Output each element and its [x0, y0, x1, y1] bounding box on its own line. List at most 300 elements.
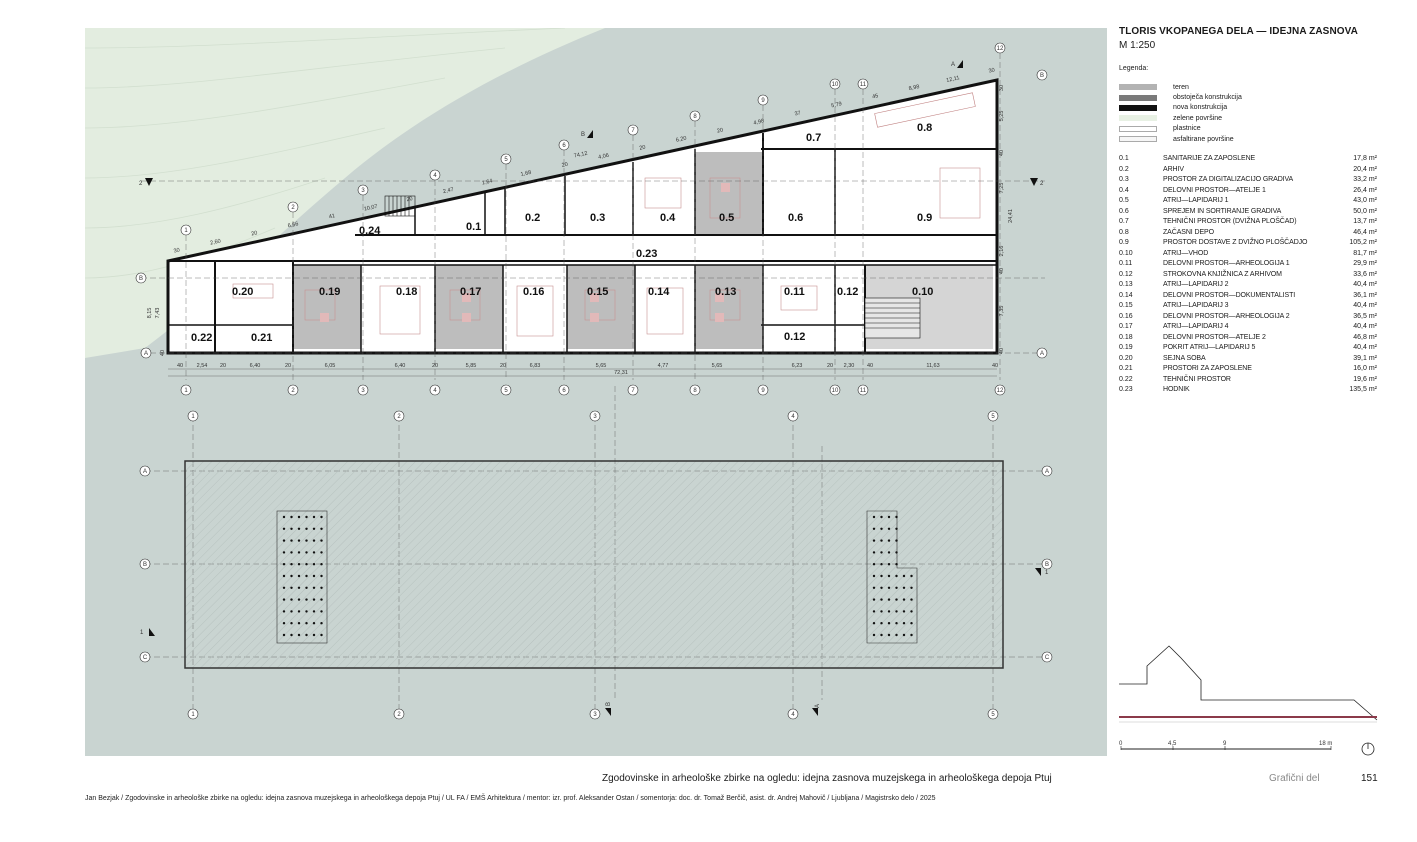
room-area: 40,4 m²: [1353, 323, 1377, 331]
dimension-label: 30: [173, 247, 181, 255]
axis-bubble-top: [758, 95, 768, 105]
pile-mark: [298, 634, 300, 636]
sheet-sidebar: [1119, 26, 1377, 396]
pile-mark: [283, 575, 285, 577]
room-number: 0.10: [1119, 249, 1133, 257]
section-mark-a-top: [951, 60, 963, 68]
svg-text:8: 8: [693, 388, 697, 394]
pile-mark: [283, 516, 285, 518]
dimension-label: 7,25: [999, 182, 1005, 194]
pile-mark: [880, 610, 882, 612]
pile-mark: [305, 516, 307, 518]
pile-mark: [313, 539, 315, 541]
room-label-0-12a: 0.12: [837, 286, 859, 298]
room-number: 0.19: [1119, 344, 1133, 352]
dimension-label: 8,15: [147, 307, 153, 319]
pile-mark: [880, 528, 882, 530]
svg-text:3: 3: [593, 712, 597, 718]
pile-mark: [283, 587, 285, 589]
svg-text:9: 9: [761, 98, 765, 104]
axis-bubble-top: [995, 43, 1005, 53]
legend-label: plastnice: [1173, 125, 1201, 133]
svg-text:B: B: [1039, 73, 1045, 79]
dimension-label: 2,54: [196, 363, 208, 369]
room-name: TEHNIČNI PROSTOR: [1163, 375, 1231, 383]
svg-text:A: A: [951, 62, 956, 68]
room-row: [1119, 154, 1377, 165]
pile-mark: [895, 622, 897, 624]
dimension-label: 6,23: [791, 363, 803, 369]
pile-mark: [290, 528, 292, 530]
scale-9: 9: [1223, 741, 1227, 747]
room-row: [1119, 196, 1377, 207]
svg-text:2: 2: [397, 712, 401, 718]
axis-bubble-lower-bottom: [188, 709, 198, 719]
room-row: [1119, 270, 1377, 281]
svg-text:8: 8: [693, 114, 697, 120]
room-label-0-4: 0.4: [660, 212, 676, 224]
axis-bubble-lower-bottom: [394, 709, 404, 719]
room-name: SPREJEM IN SORTIRANJE GRADIVA: [1163, 207, 1282, 215]
svg-text:2: 2: [397, 414, 401, 420]
axis-bubble-top: [858, 79, 868, 89]
room-name: DELOVNI PROSTOR—ATELJE 1: [1163, 186, 1266, 194]
room-name: SEJNA SOBA: [1163, 354, 1206, 362]
legend-swatch: [1119, 136, 1157, 142]
pile-mark: [298, 528, 300, 530]
room-number: 0.12: [1119, 270, 1133, 278]
pile-mark: [895, 598, 897, 600]
room-area: 105,2 m²: [1349, 239, 1377, 247]
pile-mark: [873, 516, 875, 518]
room-name: ATRIJ—VHOD: [1163, 249, 1209, 257]
room-area: 81,7 m²: [1353, 249, 1377, 257]
room-number: 0.23: [1119, 386, 1133, 394]
room-row: [1119, 165, 1377, 176]
pile-mark: [888, 587, 890, 589]
room-name: SANITARIJE ZA ZAPOSLENE: [1163, 155, 1256, 163]
svg-text:5: 5: [991, 712, 995, 718]
pile-mark: [888, 610, 890, 612]
pile-mark: [873, 610, 875, 612]
room-area: 20,4 m²: [1353, 165, 1377, 173]
dimension-label: 5,65: [711, 363, 723, 369]
room-area: 33,6 m²: [1353, 270, 1377, 278]
room-label-0-7: 0.7: [806, 132, 822, 144]
svg-text:2: 2: [139, 181, 143, 187]
svg-text:1: 1: [191, 414, 195, 420]
room-name: ARHIV: [1163, 165, 1184, 173]
svg-text:12: 12: [996, 46, 1004, 52]
room-name: STROKOVNA KNJIŽNICA Z ARHIVOM: [1163, 270, 1282, 278]
room-label-0-6: 0.6: [788, 212, 804, 224]
room-name: HODNIK: [1163, 386, 1190, 394]
legend-label: obstoječa konstrukcija: [1173, 94, 1242, 102]
svg-text:3: 3: [593, 414, 597, 420]
pile-mark: [313, 551, 315, 553]
pile-mark: [895, 551, 897, 553]
room-name: POKRIT ATRIJ—LAPIDARIJ 5: [1163, 344, 1256, 352]
dimension-label: 20: [406, 196, 414, 204]
room-area: 36,5 m²: [1353, 312, 1377, 320]
pile-mark: [305, 563, 307, 565]
pile-mark: [313, 598, 315, 600]
bottom-dimension-labels: [177, 363, 998, 369]
pile-mark: [873, 575, 875, 577]
footer-title: Zgodovinske in arheološke zbirke na ogledu: idejna zasnova muzejskega in arheološkega depoja Ptuj: [602, 773, 1052, 784]
pile-mark: [313, 610, 315, 612]
right-total-dimension: 24,41: [1008, 209, 1014, 223]
scale-18: 18 m: [1319, 741, 1333, 747]
pile-mark: [305, 575, 307, 577]
pile-mark: [320, 634, 322, 636]
room-label-0-11: 0.11: [784, 286, 805, 298]
dimension-label: 40: [999, 347, 1005, 355]
pile-mark: [305, 551, 307, 553]
room-area: 36,1 m²: [1353, 291, 1377, 299]
svg-text:7: 7: [631, 128, 635, 134]
pile-mark: [290, 622, 292, 624]
room-area: 26,4 m²: [1353, 186, 1377, 194]
legend-swatch: [1119, 95, 1157, 101]
axis-bubble-bottom: [430, 385, 440, 395]
svg-text:4: 4: [433, 388, 437, 394]
legend-swatch: [1119, 115, 1157, 121]
svg-text:C: C: [142, 655, 148, 661]
room-label-0-16: 0.16: [523, 286, 545, 298]
lower-axis-bubbles-bottom: [188, 709, 998, 719]
svg-text:5: 5: [991, 414, 995, 420]
section-mark-b-bottom: [605, 702, 612, 716]
room-label-0-20: 0.20: [232, 286, 254, 298]
room-area: 33,2 m²: [1353, 176, 1377, 184]
pile-mark: [320, 563, 322, 565]
room-number: 0.9: [1119, 239, 1129, 247]
dimension-label: 6,40: [394, 363, 406, 369]
section-mark-1-right: [1035, 568, 1049, 576]
svg-text:4: 4: [791, 414, 795, 420]
svg-text:6: 6: [562, 388, 566, 394]
upper-axis-bubbles-bottom: [181, 385, 1005, 395]
dimension-label: 11,63: [926, 363, 940, 369]
room-row: [1119, 259, 1377, 270]
room-name: PROSTORI ZA ZAPOSLENE: [1163, 365, 1252, 373]
room-area: 50,0 m²: [1353, 207, 1377, 215]
pile-mark: [888, 551, 890, 553]
pile-mark: [903, 587, 905, 589]
room-area: 29,9 m²: [1353, 260, 1377, 268]
room-row: [1119, 238, 1377, 249]
svg-text:12: 12: [996, 388, 1004, 394]
atrium-0-17-fill: [435, 265, 503, 349]
axis-bubble-top: [501, 154, 511, 164]
svg-text:7: 7: [631, 388, 635, 394]
room-row: [1119, 249, 1377, 260]
pile-mark: [880, 563, 882, 565]
room-row: [1119, 186, 1377, 197]
pile-mark: [873, 587, 875, 589]
dimension-label: 2,60: [209, 238, 222, 247]
pile-mark: [305, 587, 307, 589]
floor-plan-drawing: [85, 28, 1107, 756]
pile-mark: [320, 539, 322, 541]
axis-bubble-bottom: [501, 385, 511, 395]
pile-mark: [873, 634, 875, 636]
legend-label: asfaltirane površine: [1173, 135, 1234, 143]
room-number: 0.13: [1119, 281, 1133, 289]
svg-text:10: 10: [831, 82, 839, 88]
dimension-label: 40: [991, 363, 999, 369]
pile-mark: [880, 598, 882, 600]
room-label-0-9: 0.9: [917, 212, 933, 224]
atrium-0-15-fill: [567, 265, 635, 349]
axis-bubble-lower-top: [394, 411, 404, 421]
dimension-label: 20: [219, 363, 227, 369]
svg-text:A: A: [142, 469, 148, 475]
dimension-label: 20: [716, 127, 724, 135]
svg-text:A: A: [1039, 351, 1045, 357]
room-name: ZAČASNI DEPO: [1163, 228, 1214, 236]
dimension-label: 40: [176, 363, 184, 369]
svg-text:B: B: [1044, 562, 1050, 568]
pile-mark: [320, 551, 322, 553]
axis-bubble-lower-top: [788, 411, 798, 421]
atrium-0-13-fill: [695, 265, 763, 349]
legend-swatch: [1119, 84, 1157, 90]
dimension-label: 30: [999, 84, 1005, 92]
footer-section: Grafični del: [1269, 773, 1320, 784]
pile-mark: [320, 598, 322, 600]
pile-mark: [888, 575, 890, 577]
pile-mark: [895, 528, 897, 530]
axis-bubble-lower-bottom: [590, 709, 600, 719]
axis-bubble-bottom: [995, 385, 1005, 395]
dimension-label: 40: [160, 349, 166, 357]
pile-mark: [298, 539, 300, 541]
svg-text:2: 2: [291, 205, 295, 211]
room-area: 17,8 m²: [1353, 155, 1377, 163]
room-name: ATRIJ—LAPIDARIJ 1: [1163, 197, 1229, 205]
room-area: 40,4 m²: [1353, 344, 1377, 352]
pile-mark: [910, 634, 912, 636]
room-schedule: [1119, 154, 1377, 396]
pile-mark: [313, 587, 315, 589]
pile-mark: [305, 610, 307, 612]
dimension-label: 40: [866, 363, 874, 369]
room-number: 0.14: [1119, 291, 1133, 299]
row-axis-bubble-left: [140, 559, 150, 569]
row-axis-bubble-left: [140, 652, 150, 662]
axis-bubble-lower-bottom: [988, 709, 998, 719]
pile-mark: [895, 516, 897, 518]
row-axis-a-right: [1037, 348, 1047, 358]
axis-bubble-top: [690, 111, 700, 121]
pile-mark: [895, 587, 897, 589]
axis-bubble-top: [559, 140, 569, 150]
pile-mark: [895, 563, 897, 565]
top-total-dimension: 74,12: [573, 150, 589, 160]
room-area: 40,4 m²: [1353, 302, 1377, 310]
room-label-0-22: 0.22: [191, 332, 213, 344]
row-axis-b-left: [136, 273, 146, 283]
pile-mark: [290, 610, 292, 612]
row-axis-bubble-right: [1042, 652, 1052, 662]
room-name: DELOVNI PROSTOR—ARHEOLOGIJA 2: [1163, 312, 1290, 320]
pile-mark: [895, 634, 897, 636]
svg-text:3: 3: [361, 188, 365, 194]
row-axis-a-left: [141, 348, 151, 358]
svg-text:5: 5: [504, 157, 508, 163]
pile-mark: [873, 539, 875, 541]
pile-mark: [298, 587, 300, 589]
axis-bubble-lower-bottom: [788, 709, 798, 719]
svg-text:10: 10: [831, 388, 839, 394]
pile-mark: [880, 551, 882, 553]
room-label-0-5: 0.5: [719, 212, 735, 224]
room-label-0-19: 0.19: [319, 286, 341, 298]
pile-mark: [873, 563, 875, 565]
room-row: [1119, 228, 1377, 239]
pile-mark: [873, 598, 875, 600]
room-number: 0.7: [1119, 218, 1129, 226]
room-label-0-1: 0.1: [466, 221, 482, 233]
legend-label: zelene površine: [1173, 114, 1223, 122]
pile-mark: [283, 563, 285, 565]
pile-mark: [290, 516, 292, 518]
dimension-label: 40: [999, 149, 1005, 157]
pile-mark: [305, 528, 307, 530]
pile-mark: [880, 516, 882, 518]
pile-mark: [313, 563, 315, 565]
room-row: [1119, 217, 1377, 228]
axis-bubble-bottom: [758, 385, 768, 395]
pile-mark: [910, 610, 912, 612]
room-area: 13,7 m²: [1353, 218, 1377, 226]
section-mark-a-bottom: [812, 704, 821, 716]
pile-mark: [320, 622, 322, 624]
room-number: 0.16: [1119, 312, 1133, 320]
pile-mark: [283, 539, 285, 541]
room-label-0-10: 0.10: [912, 286, 934, 298]
axis-bubble-top: [628, 125, 638, 135]
room-label-0-15: 0.15: [587, 286, 609, 298]
room-label-0-21: 0.21: [251, 332, 273, 344]
stair-right: [865, 298, 920, 338]
pile-mark: [283, 622, 285, 624]
dimension-label: 6,20: [675, 135, 688, 144]
svg-text:9: 9: [761, 388, 765, 394]
legend-list: [1119, 82, 1377, 144]
scale-0: 0: [1119, 741, 1123, 747]
row-axis-bubble-right: [1042, 466, 1052, 476]
pile-mark: [313, 516, 315, 518]
pile-mark: [290, 587, 292, 589]
dimension-label: 30: [988, 67, 996, 75]
dimension-label: 4,98: [753, 118, 765, 127]
dimension-label: 1,64: [481, 178, 494, 187]
pile-mark: [305, 622, 307, 624]
room-name: TEHNIČNI PROSTOR (DVIŽNA PLOŠČAD): [1163, 218, 1297, 226]
svg-text:B: B: [138, 276, 144, 282]
pile-mark: [910, 598, 912, 600]
room-number: 0.17: [1119, 323, 1133, 331]
room-label-0-13: 0.13: [715, 286, 737, 298]
pile-mark: [888, 634, 890, 636]
room-row: [1119, 301, 1377, 312]
pile-mark: [888, 516, 890, 518]
total-dimension: 72,31: [614, 370, 628, 376]
pile-mark: [298, 516, 300, 518]
dimension-label: 5,85: [465, 363, 477, 369]
room-number: 0.2: [1119, 165, 1129, 173]
svg-text:5: 5: [504, 388, 508, 394]
pile-mark: [880, 634, 882, 636]
pile-mark: [298, 598, 300, 600]
dimension-label: 6,56: [287, 221, 300, 230]
pile-mark: [880, 622, 882, 624]
pile-mark: [903, 575, 905, 577]
pile-mark: [290, 563, 292, 565]
pile-mark: [320, 528, 322, 530]
room-row: [1119, 333, 1377, 344]
dimension-label: 6,83: [529, 363, 541, 369]
pile-mark: [283, 598, 285, 600]
dimension-label: 5,65: [595, 363, 607, 369]
legend-item: [1119, 103, 1377, 113]
room-area: 135,5 m²: [1349, 386, 1377, 394]
pile-mark: [305, 634, 307, 636]
axis-bubble-bottom: [628, 385, 638, 395]
pile-mark: [888, 563, 890, 565]
dimension-label: 20: [826, 363, 834, 369]
room-label-0-8: 0.8: [917, 122, 933, 134]
legend-label: teren: [1173, 83, 1189, 91]
room-name: ATRIJ—LAPIDARIJ 3: [1163, 302, 1229, 310]
room-name: DELOVNI PROSTOR—ARHEOLOGIJA 1: [1163, 260, 1290, 268]
pile-mark: [283, 634, 285, 636]
dimension-label: 4,77: [657, 363, 669, 369]
pile-mark: [298, 551, 300, 553]
legend-item: [1119, 134, 1377, 144]
dimension-label: 20: [638, 144, 647, 152]
sheet-scale: M 1:250: [1119, 40, 1156, 51]
room-label-0-24: 0.24: [359, 225, 381, 237]
row-axis-bubble-right: [1042, 559, 1052, 569]
room-label-0-12b: 0.12: [784, 331, 806, 343]
room-row: [1119, 175, 1377, 186]
svg-text:C: C: [1044, 655, 1050, 661]
dimension-label: 20: [561, 161, 569, 169]
room-number: 0.6: [1119, 207, 1129, 215]
dimension-label: 7,35: [999, 305, 1005, 317]
svg-text:11: 11: [859, 388, 867, 394]
pile-mark: [873, 622, 875, 624]
dimension-label: 2,30: [843, 363, 855, 369]
axis-bubble-top: [288, 202, 298, 212]
room-row: [1119, 354, 1377, 365]
axis-bubble-bottom: [858, 385, 868, 395]
svg-text:B: B: [142, 562, 148, 568]
pile-mark: [290, 575, 292, 577]
sheet-title: TLORIS VKOPANEGA DELA — IDEJNA ZASNOVA: [1119, 26, 1358, 37]
room-number: 0.1: [1119, 155, 1129, 163]
dimension-label: 40: [999, 267, 1005, 275]
legend-item: [1119, 124, 1377, 134]
room-number: 0.15: [1119, 302, 1133, 310]
svg-text:A: A: [143, 351, 149, 357]
pile-mark: [320, 516, 322, 518]
svg-text:2: 2: [1040, 181, 1044, 187]
